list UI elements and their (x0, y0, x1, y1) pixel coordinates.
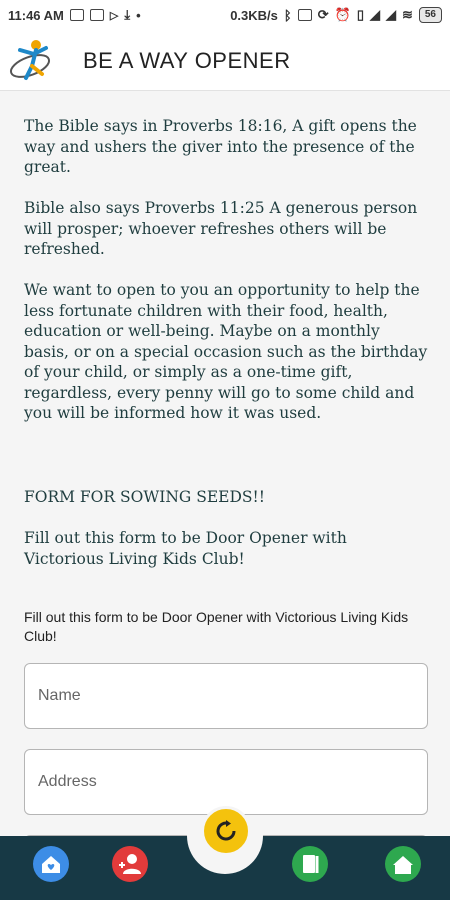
form-intro-paragraph: Fill out this form to be Door Opener with Victorious Living Kids Club! (24, 529, 347, 568)
nav-add-user-button[interactable] (112, 846, 148, 882)
address-input[interactable] (25, 750, 427, 814)
nav-book-button[interactable] (292, 846, 328, 882)
page-title: BE A WAY OPENER (83, 48, 291, 73)
bluetooth-icon: ᛒ (283, 7, 292, 23)
house-icon (385, 846, 421, 882)
mail-notification-icon (90, 9, 104, 21)
app-logo-icon (6, 36, 58, 84)
opportunity-paragraph: We want to open to you an opportunity to help the less fortunate children with their food, health, education or well-being. Maybe on a monthly basis, or on a special occasion such as the birthday of your child, or simply as a one-time gift, regardless, every penny will go to some child and you will be informed how it was used. (24, 281, 428, 422)
status-left (8, 7, 141, 23)
book-pen-icon (292, 846, 328, 882)
home-heart-icon (33, 846, 69, 882)
vibrate-icon: ▯ (356, 7, 364, 22)
nav-refresh-button[interactable] (201, 806, 251, 856)
form-heading: FORM FOR SOWING SEEDS!! (24, 488, 265, 506)
form-description: Fill out this form to be Door Opener with Victorious Living Kids Club! (24, 609, 409, 644)
bottom-nav (0, 836, 450, 900)
nav-home-heart-button[interactable] (33, 846, 69, 882)
alarm-icon: ⏰ (334, 7, 351, 22)
net-speed: 0.3KB/s (230, 7, 278, 23)
signal-2-icon: ◢ (385, 7, 396, 22)
name-input[interactable] (25, 664, 427, 728)
intro-paragraph: The Bible says in Proverbs 18:16, A gift opens the way and ushers the giver into the presence of the great. (24, 117, 417, 176)
signal-icon: ◢ (369, 7, 380, 22)
refresh-icon (204, 809, 248, 853)
status-right (230, 7, 442, 23)
status-bar (0, 0, 450, 30)
main-content[interactable] (0, 91, 450, 836)
more-notifications-icon: • (136, 7, 141, 23)
name-field[interactable] (24, 663, 428, 729)
download-notification-icon: ⤓ (124, 7, 131, 22)
play-notification-icon: ▷ (109, 9, 119, 22)
wifi-icon: ≋ (401, 7, 413, 22)
nav-house-button[interactable] (385, 846, 421, 882)
generosity-paragraph: Bible also says Proverbs 11:25 A generous person will prosper; whoever refreshes others will be refreshed. (24, 199, 418, 258)
battery-icon: 56 (419, 7, 442, 23)
nfc-icon (298, 9, 312, 21)
add-user-icon (112, 846, 148, 882)
app-bar (0, 30, 450, 91)
sync-icon: ⟳ (317, 7, 329, 22)
gallery-notification-icon (70, 9, 84, 21)
status-time: 11:46 AM (8, 7, 64, 23)
